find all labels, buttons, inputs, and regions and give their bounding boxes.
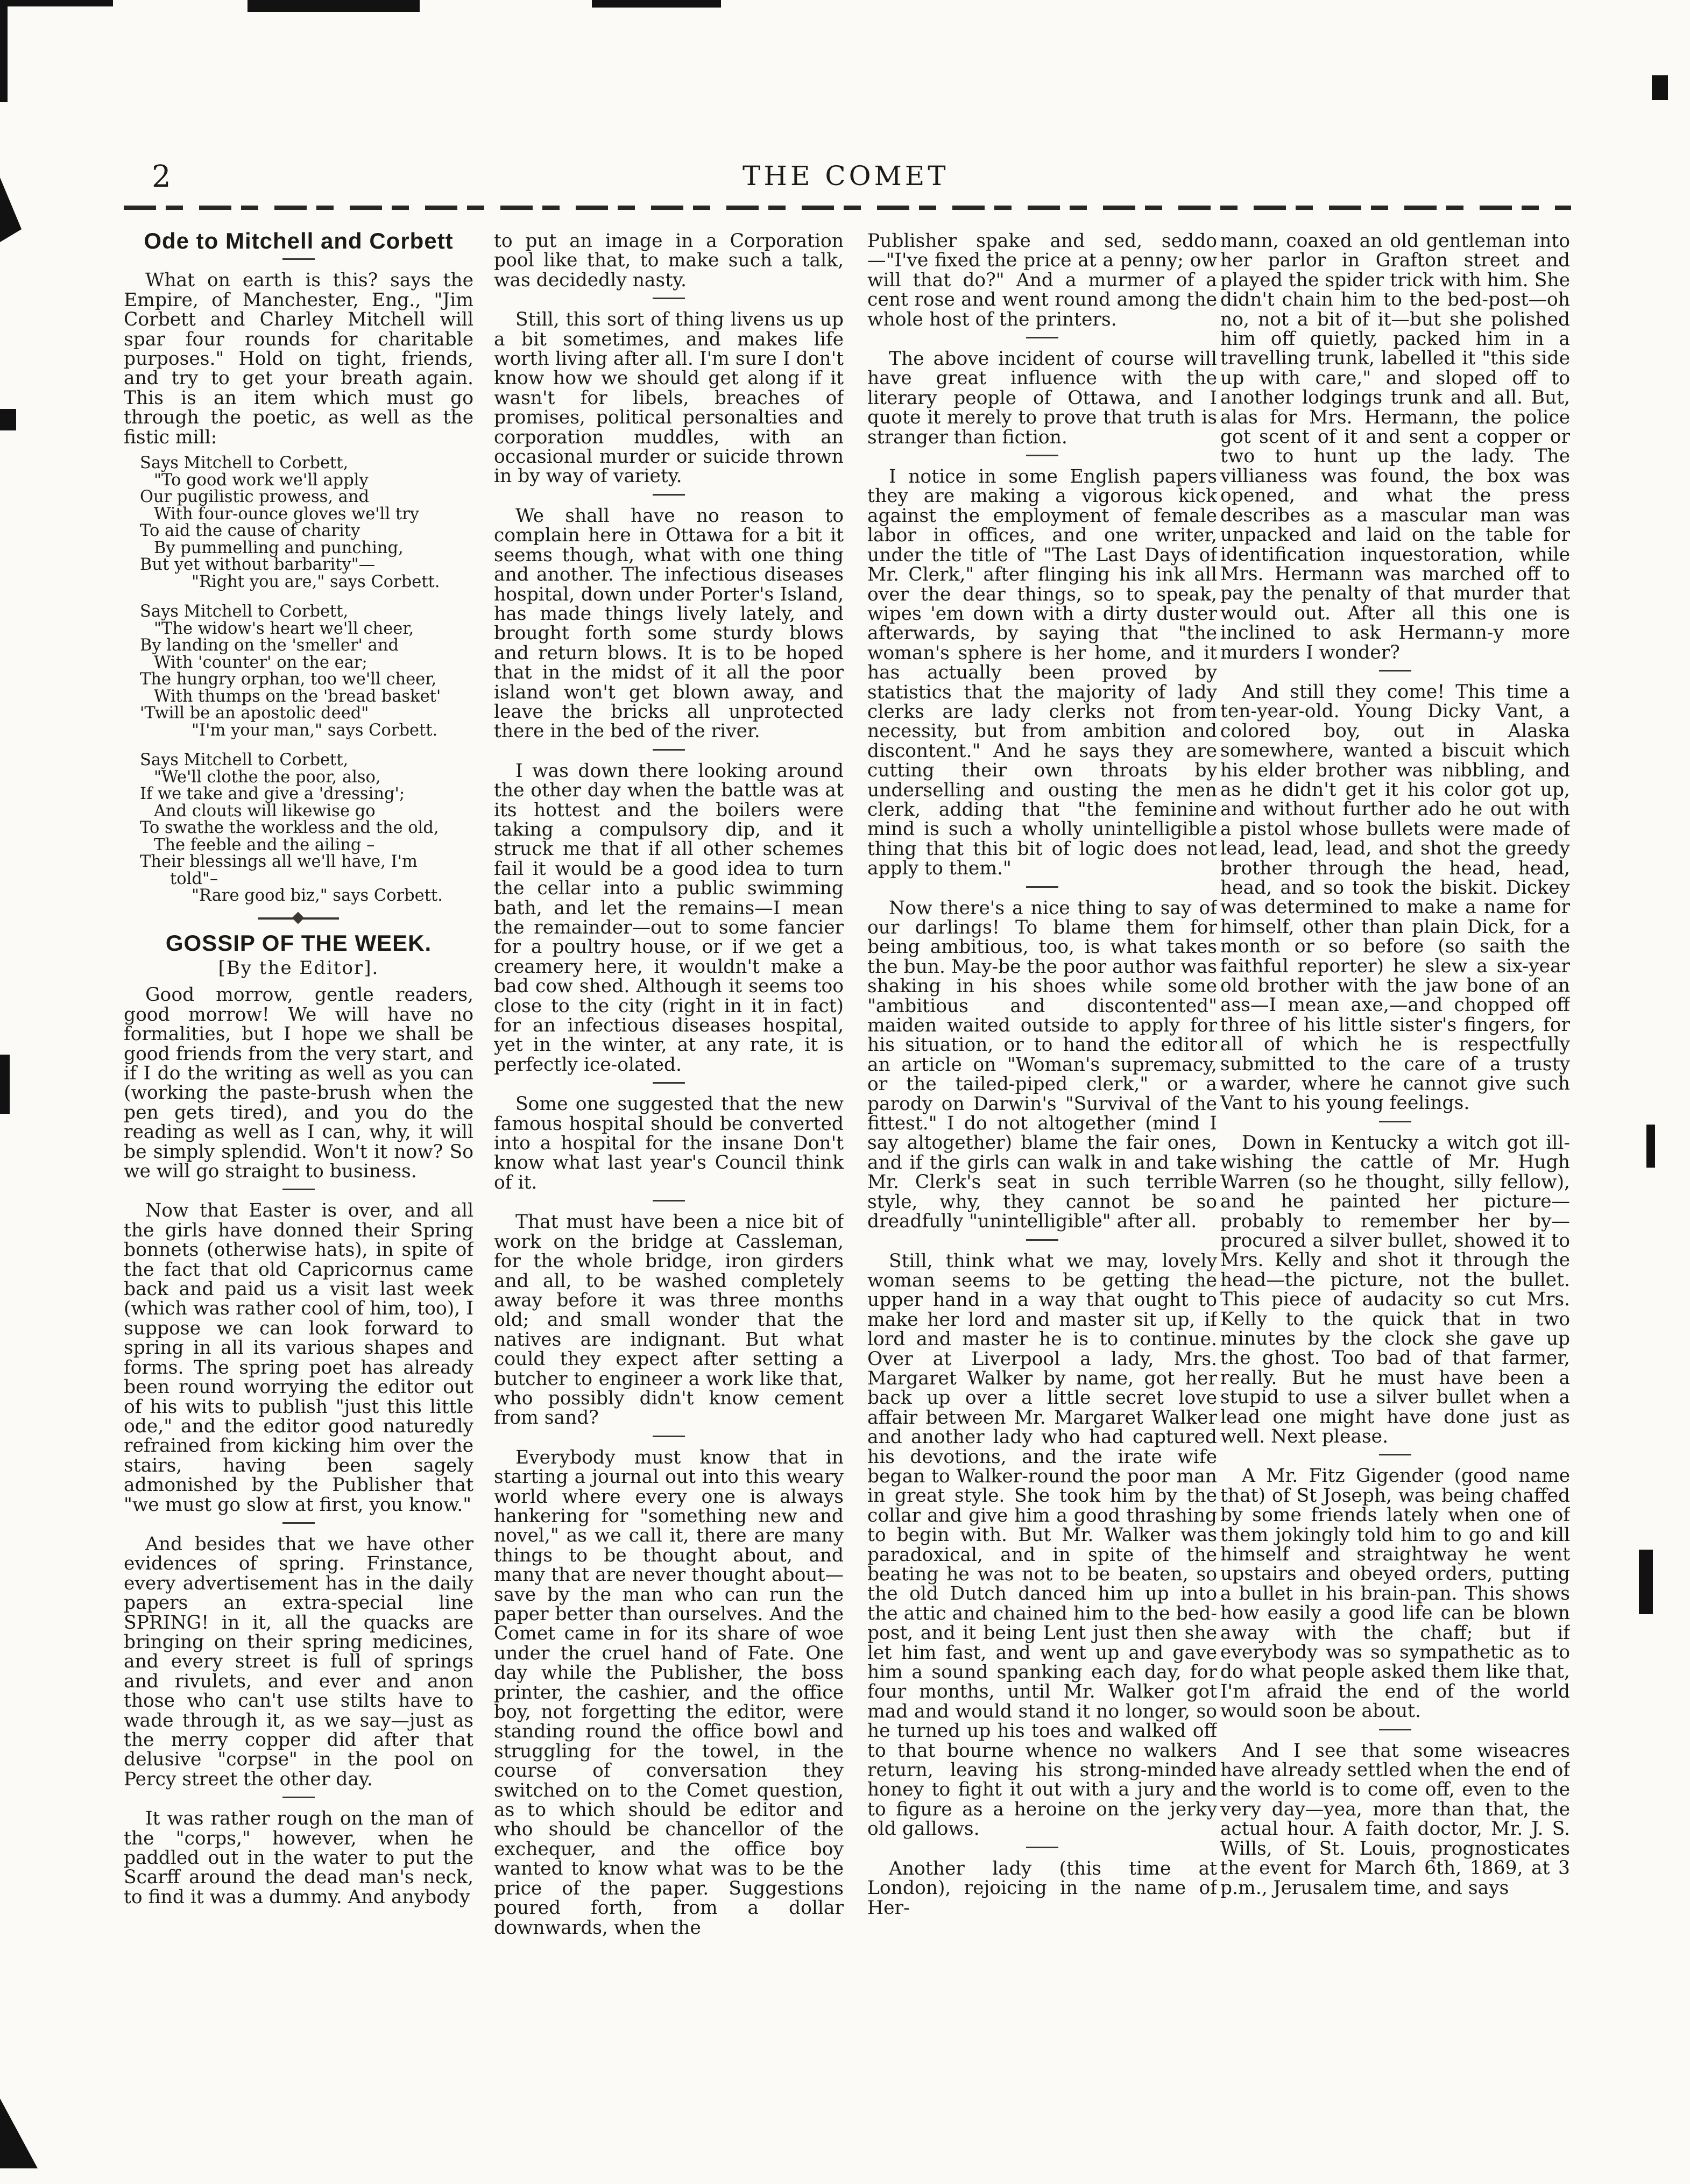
paragraph: Still, this sort of thing livens us up a bit sometimes, and makes life worth living after all. I'm sure I don't know how we should get along if it wasn't for libels, breaches of promises, political personalties and corporation muddles, with an occasional murder or suicide thrown in by way of variety. xyxy=(494,309,844,487)
poem-line: Says Mitchell to Corbett, xyxy=(140,454,349,473)
masthead: THE COMET xyxy=(743,160,949,192)
article-title-ode: Ode to Mitchell and Corbett xyxy=(144,231,454,253)
paragraph: That must have been a nice bit of work on the bridge at Cassleman, for the whole bridge, iron girders and all, to be washed completely away before it was three months old; and small wonder that the natives are indignant. But what could they expect after setting a butcher to engineer a work like that, who possibly didn't know cement from sand? xyxy=(494,1211,844,1429)
poem-line: Says Mitchell to Corbett, xyxy=(140,602,349,621)
poem-line: Says Mitchell to Corbett, xyxy=(140,751,349,770)
poem-line: 'Twill be an apostolic deed" xyxy=(140,704,369,723)
poem-line: If we take and give a 'dressing'; xyxy=(140,784,405,804)
paragraph: The above incident of course will have great influence with the literary people of Ottawa, and I quote it merely to prove that truth is stranger than fiction. xyxy=(867,348,1217,448)
poem-line: "To good work we'll apply xyxy=(154,470,369,490)
paragraph: Good morrow, gentle readers, good morrow! We will have no formalities, but I hope we shall be good friends from the very start, and if I do the writing as well as you can (working the paste-brush when the pen gets tired), and you do the reading as well as I can, why, it will be simply splendid. Won't it now? So we will go straight to business. xyxy=(124,984,473,1183)
separator xyxy=(282,258,315,260)
scan-artifact xyxy=(0,178,22,242)
paragraph: Everybody must know that in starting a journal out into this weary world where every one is always hankering for "something new and novel," as we call it, there are many things to be thought about, and many that are never thought about—save by the man who can run the paper better than ourselves. And the Comet came in for its share of woe under the cruel hand of Fate. One day while the Publisher, the boss printer, the cashier, and the office boy, not forgetting the editor, were standing round the office bowl and struggling for the towel, in the course of conversation they switched on to the Comet question, as to which should be editor and who should be chancellor of the exchequer, and the office boy wanted to know what was to be the price of the paper. Suggestions poured forth, from a dollar downwards, when the xyxy=(494,1446,844,1939)
scan-artifact xyxy=(0,0,113,6)
paragraph: Another lady (this time at London), rejoicing in the name of Her- xyxy=(867,1857,1217,1919)
scan-artifact xyxy=(1639,1550,1653,1614)
poem-line: And clouts will likewise go xyxy=(154,801,376,821)
section-ornament xyxy=(258,917,339,920)
poem-line: By pummelling and punching, xyxy=(154,538,404,557)
separator xyxy=(1379,670,1411,672)
poem-line: The feeble and the ailing – xyxy=(154,835,375,854)
column-2 xyxy=(494,231,844,2104)
paragraph: Down in Kentucky a witch got ill-wishing the cattle of Mr. Hugh Warren (so he thought, silly fellow), and he painted her picture—probably to remember her by—procured a silver bullet, showed it to Mrs. Kelly and shot it through the head—the picture, not the bullet. This piece of audacity so cut Mrs. Kelly to the quick that in two minutes by the clock she gave up the ghost. Too bad of that farmer, really. But he must have been a stupid to use a silver bullet when a lead one might have done just as well. Next please. xyxy=(1220,1132,1570,1447)
separator xyxy=(282,1189,315,1190)
separator xyxy=(653,298,685,299)
paragraph: I was down there looking around the other day when the battle was at its hottest and the boilers were taking a compulsory dip, and it struck me that if all other schemes fail it would be a good idea to turn the cellar into a public swimming bath, and let the remains—I mean the remainder—out to some fancier for a poultry house, or if we get a creamery here, it wouldn't make a bad cow shed. Although it seems too close to the city (right in it in fact) for an infectious diseases hospital, yet in the winter, at any rate, it is perfectly ice-olated. xyxy=(494,760,844,1076)
byline: [By the Editor]. xyxy=(218,957,379,979)
separator xyxy=(1026,1847,1058,1848)
paragraph: Some one suggested that the new famous hospital should be converted into a hospital for the insane Don't know what last year's Council think of it. xyxy=(494,1093,844,1193)
paragraph: Now there's a nice thing to say of our darlings! To blame them for being ambitious, too, is what takes the bun. May-be the poor author was shaking in his shoes while some "ambitious and discontented" maiden waited outside to apply for his situation, or to hand the editor an article on "Woman's supremacy, or the tailed-piped clerk," or a parody on Darwin's "Survival of the fittest." I do not altogether (mind I say altogether) blame the fair ones, and if the girls can walk in and take Mr. Clerk's seat in such terrible style, why, they cannot be so dreadfully "unintelligible" after all. xyxy=(867,897,1217,1233)
paragraph: And I see that some wiseacres have already settled when the end of the world is to come off, even to the very day—yea, more than that, the actual hour. A faith doctor, Mr. J. S. Wills, of St. Louis, prognosticates the event for March 6th, 1869, at 3 p.m., Jerusalem time, and says xyxy=(1220,1740,1570,1899)
scan-artifact xyxy=(1646,1125,1655,1168)
paragraph: It was rather rough on the man of the "corps," however, when he paddled out in the water to put the Scarff around the dead man's neck, to find it was a dummy. And anybody xyxy=(124,1808,473,1908)
paragraph: I notice in some English papers they are making a vigorous kick against the employment of female labor in offices, and one writer, under the title of "The Last Days of Mr. Clerk," after flinging his ink all over the dear things, so to speak, wipes 'em down with a dirty duster afterwards, by saying that "the woman's sphere is her home, and it has actually been proved by statistics that the majority of lady clerks are lady clerks not from necessity, but from ambition and discontent." And he says they are cutting their own throats by underselling and ousting the men clerk, adding that "the feminine mind is such a wholly unintelligible thing that this bit of logic does not apply to them." xyxy=(867,466,1217,880)
separator xyxy=(1379,1454,1411,1455)
scan-artifact xyxy=(0,409,16,430)
poem-line: "Rare good biz," says Corbett. xyxy=(192,886,443,906)
poem-line: "The widow's heart we'll cheer, xyxy=(154,619,414,638)
paragraph: And besides that we have other evidences of spring. Frinstance, every advertisement has in the daily papers an extra-special line SPRING! in it, all the quacks are bringing on their spring medicines, and every street is full of springs and rivulets, and ever and anon those who can't use stilts have to wade through it, as we say—just as the merry copper did after that delusive "corpse" in the pool on Percy street the other day. xyxy=(124,1533,473,1790)
paragraph: Now that Easter is over, and all the girls have donned their Spring bonnets (otherwise hats), in spite of the fact that old Capricornus came back and paid us a visit last week (which was rather cool of him, too), I suppose we can look forward to spring in all its various shapes and forms. The spring poet has already been round worrying the editor out of his wits to publish "just this little ode," and the editor good naturedly refrained from kicking him over the stairs, having been sagely admonished by the Publisher that "we must go slow at first, you know." xyxy=(124,1200,473,1516)
poem-line: With thumps on the 'bread basket' xyxy=(154,687,441,706)
separator xyxy=(1379,1121,1411,1122)
scan-artifact xyxy=(248,0,420,12)
poem-line: By landing on the 'smeller' and xyxy=(140,636,399,655)
poem-line: "I'm your man," says Corbett. xyxy=(192,720,438,740)
poem-stanza xyxy=(140,752,473,904)
poem-line: "Right you are," says Corbett. xyxy=(192,572,440,591)
separator xyxy=(1026,1239,1058,1241)
poem-line: "We'll clothe the poor, also, xyxy=(154,767,381,787)
paragraph: mann, coaxed an old gentleman into her parlor in Grafton street and played the spider trick with him. She didn't chain him to the bed-post—oh no, not a bit of it—but she polished him off quietly, packed him in a travelling trunk, labelled it "this side up with care," and sloped off to another lodgings trunk and all. But, alas for Mrs. Hermann, the police got scent of it and sent a copper or two to hunt up the lady. The villianess was found, the box was opened, and what the press describes as a mascular man was unpacked and laid on the table for identification inquestoration, while Mrs. Hermann was marched off to pay the penalty of that murder that would out. After all this one is inclined to ask Hermann-y more murders I wonder? xyxy=(1220,231,1570,663)
separator xyxy=(653,749,685,751)
column-4 xyxy=(1220,231,1570,2104)
separator xyxy=(1379,1729,1411,1730)
scan-artifact xyxy=(0,2098,38,2168)
poem-line: Their blessings all we'll have, I'm xyxy=(140,852,418,872)
poem-line: The hungry orphan, too we'll cheer, xyxy=(140,670,437,689)
separator xyxy=(653,1200,685,1201)
scan-artifact xyxy=(1652,75,1668,100)
poem-stanza xyxy=(140,455,473,590)
separator xyxy=(1026,337,1058,338)
poem-line: To aid the cause of charity xyxy=(140,521,360,541)
poem-stanza xyxy=(140,603,473,739)
article-title-gossip: GOSSIP OF THE WEEK. xyxy=(165,930,432,956)
separator xyxy=(282,1797,315,1798)
scan-artifact xyxy=(0,0,8,102)
paragraph: Still, think what we may, lovely woman seems to be getting the upper hand in a way that ought to make her lord and master sit up, if lord and master he is to continue. Over at Liverpool a lady, Mrs. Margaret Walker by name, got her back up over a little secret love affair between Mr. Margaret Walker and another lady who had captured his devotions, and the irate wife began to Walker-round the poor man in great style. She took him by the collar and give him a good thrashing to begin with. But Mr. Walker was paradoxical, and in spite of the beating he was not to be beaten, so the old Dutch danced him up into the attic and chained him to the bed-post, and it being Lent just then she let him fast, and went up and gave him a sound spanking each day, for four months, until Mr. Walker got mad and would stand it no longer, so he turned up his toes and walked off to that bourne whence no walkers return, leaving his strong-minded honey to fight it out with a jury and to figure as a heroine on the jerky old gallows. xyxy=(867,1250,1217,1840)
separator xyxy=(653,1436,685,1437)
paragraph: What on earth is this? says the Empire, of Manchester, Eng., "Jim Corbett and Charley Mitchell will spar four rounds for charitable purposes." Hold on tight, friends, and try to get your breath again. This is an item which must go through the poetic, as well as the fistic mill: xyxy=(124,270,473,448)
paragraph: to put an image in a Corporation pool like that, to make such a talk, was decidedly nasty. xyxy=(494,231,844,291)
paragraph: Publisher spake and sed, seddo—"I've fixed the price at a penny; ow will that do?" And a murmer of a cent rose and went round among the whole host of the printers. xyxy=(867,231,1217,330)
scan-artifact xyxy=(592,0,721,8)
poem-line: With four-ounce gloves we'll try xyxy=(154,504,419,524)
separator xyxy=(1026,455,1058,456)
separator xyxy=(282,1522,315,1524)
paragraph: A Mr. Fitz Gigender (good name that) of St Joseph, was being chaffed by some friends lately when one of them jokingly told him to go and kill himself and straightway he went upstairs and obeyed orders, putting a bullet in his brain-pan. This shows how easily a good life can be blown away with the chaff; but if everybody was so sympathetic as to do what people asked them like that, I'm afraid the end of the world would soon be about. xyxy=(1220,1465,1570,1722)
poem-line: With 'counter' on the ear; xyxy=(154,653,367,672)
paragraph: We shall have no reason to complain here in Ottawa for a bit it seems though, what with one thing and another. The infectious diseases hospital, down under Porter's Island, has made things lively lately, and brought forth some sturdy blows and return blows. It is to be hoped that in the midst of it all the poor island won't get blown away, and leave the bricks all unprotected there in the bed of the river. xyxy=(494,505,844,743)
page-number: 2 xyxy=(152,159,171,194)
poem-line: To swathe the workless and the old, xyxy=(140,818,439,838)
scan-artifact xyxy=(0,1055,10,1114)
poem-line: But yet without barbarity"— xyxy=(140,555,376,575)
separator xyxy=(653,494,685,496)
poem-line: told"– xyxy=(170,869,218,888)
column-1 xyxy=(124,231,473,2104)
separator xyxy=(1026,886,1058,888)
column-3 xyxy=(867,231,1217,2104)
paragraph: And still they come! This time a ten-year-old. Young Dicky Vant, a colored boy, out in Alaska somewhere, wanted a biscuit which his elder brother was nibbling, and as he didn't get it his color got up, and without further ado he out with a pistol whose bullets were made of lead, lead, lead, and shot the greedy brother through the head, head, head, and so took the biskit. Dickey was determined to make a name for himself, other than plain Dick, for a month or so before (so saith the faithful reporter) he slew a six-year old brother with the jaw bone of an ass—I mean axe,—and chopped off three of his little sister's fingers, for all of which he is respectfully submitted to the care of a trusty warder, where he cannot give such Vant to his young feelings. xyxy=(1220,681,1570,1114)
separator xyxy=(653,1082,685,1084)
poem-line: Our pugilistic prowess, and xyxy=(140,487,369,507)
header-rule xyxy=(124,206,1571,210)
